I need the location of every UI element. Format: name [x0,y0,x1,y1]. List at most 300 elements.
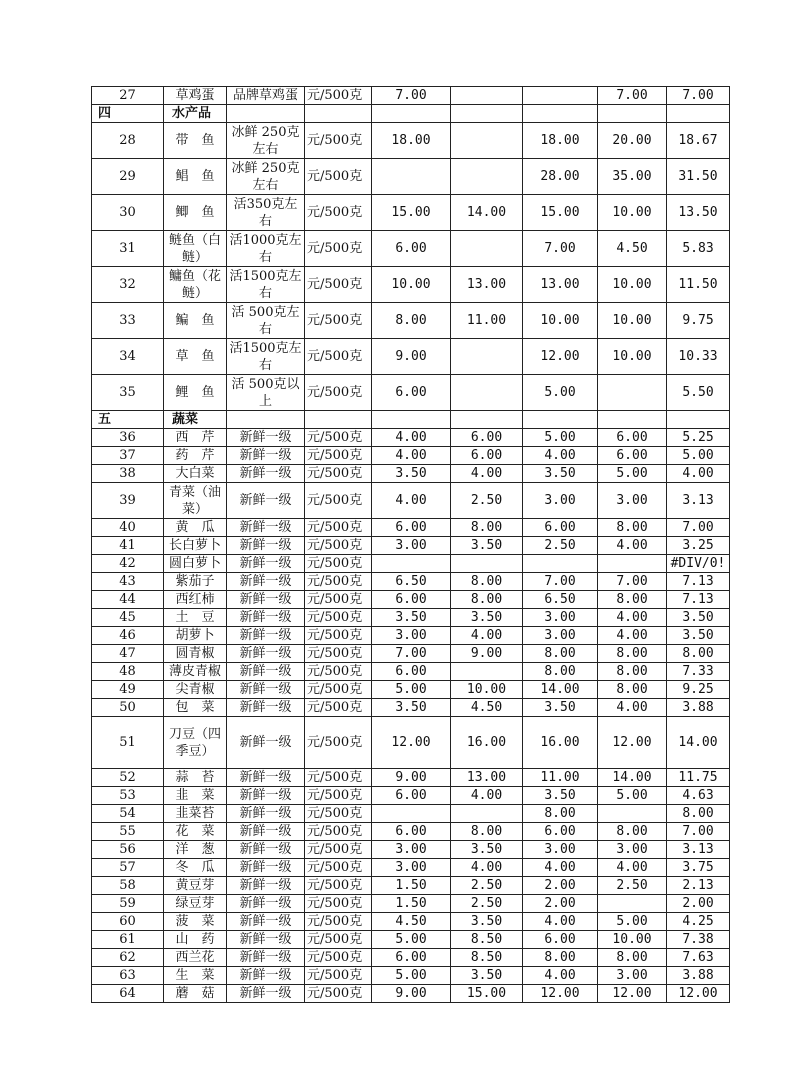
price-1: 4.50 [372,913,451,931]
row-number: 64 [92,985,164,1003]
item-unit: 元/500克 [305,195,372,231]
price-3: 14.00 [523,681,598,699]
table-row [92,231,730,267]
table-row [92,609,730,627]
empty-cell [305,411,372,429]
item-name: 菠 菜 [164,913,227,931]
price-1: 1.50 [372,877,451,895]
price-1: 5.00 [372,931,451,949]
price-3: 5.00 [523,429,598,447]
row-number: 46 [92,627,164,645]
item-unit: 元/500克 [305,429,372,447]
price-average: 3.50 [667,627,730,645]
price-average: 7.13 [667,591,730,609]
row-number: 27 [92,87,164,105]
price-4 [598,805,667,823]
price-3: 2.50 [523,537,598,555]
item-name: 青菜（油菜） [164,483,227,519]
item-unit: 元/500克 [305,465,372,483]
price-3: 28.00 [523,159,598,195]
row-number: 55 [92,823,164,841]
item-spec: 新鲜一级 [227,681,305,699]
item-unit: 元/500克 [305,231,372,267]
price-1: 9.00 [372,985,451,1003]
price-3: 8.00 [523,805,598,823]
row-number: 60 [92,913,164,931]
item-unit: 元/500克 [305,375,372,411]
row-number: 38 [92,465,164,483]
price-4: 14.00 [598,769,667,787]
item-name: 大白菜 [164,465,227,483]
item-unit: 元/500克 [305,913,372,931]
item-spec: 新鲜一级 [227,841,305,859]
table-row [92,465,730,483]
table-row [92,339,730,375]
price-4: 8.00 [598,949,667,967]
price-1: 3.00 [372,627,451,645]
price-4: 10.00 [598,303,667,339]
table-row [92,895,730,913]
price-2: 11.00 [451,303,523,339]
item-spec: 新鲜一级 [227,573,305,591]
empty-cell [227,105,305,123]
price-4: 4.00 [598,609,667,627]
table-row [92,931,730,949]
section-number: 五 [92,411,164,429]
row-number: 31 [92,231,164,267]
empty-cell [523,411,598,429]
price-2: 2.50 [451,877,523,895]
item-name: 鳙鱼（花鲢） [164,267,227,303]
price-4: 8.00 [598,591,667,609]
price-average: 8.00 [667,645,730,663]
item-spec: 新鲜一级 [227,609,305,627]
price-2: 4.50 [451,699,523,717]
price-4: 3.00 [598,841,667,859]
item-spec: 活1000克左右 [227,231,305,267]
price-1 [372,159,451,195]
item-name: 刀豆（四季豆） [164,717,227,769]
item-spec: 新鲜一级 [227,787,305,805]
price-average: #DIV/0! [667,555,730,573]
item-unit: 元/500克 [305,123,372,159]
row-number: 37 [92,447,164,465]
price-1: 9.00 [372,339,451,375]
price-3: 10.00 [523,303,598,339]
item-spec: 活350克左右 [227,195,305,231]
row-number: 59 [92,895,164,913]
table-row [92,483,730,519]
item-spec: 新鲜一级 [227,591,305,609]
item-unit: 元/500克 [305,87,372,105]
price-4: 3.00 [598,483,667,519]
table-row [92,699,730,717]
table-row [92,591,730,609]
price-average: 5.83 [667,231,730,267]
price-4: 8.00 [598,519,667,537]
price-2 [451,375,523,411]
price-2: 8.00 [451,573,523,591]
price-4: 10.00 [598,195,667,231]
price-4: 8.00 [598,681,667,699]
price-average: 2.00 [667,895,730,913]
item-spec: 新鲜一级 [227,895,305,913]
price-1: 4.00 [372,483,451,519]
row-number: 29 [92,159,164,195]
price-1: 6.50 [372,573,451,591]
row-number: 49 [92,681,164,699]
price-3: 7.00 [523,573,598,591]
row-number: 41 [92,537,164,555]
empty-cell [451,411,523,429]
price-2: 8.00 [451,823,523,841]
price-1: 15.00 [372,195,451,231]
price-4: 2.50 [598,877,667,895]
price-1: 6.00 [372,375,451,411]
table-row [92,429,730,447]
item-unit: 元/500克 [305,717,372,769]
price-2: 14.00 [451,195,523,231]
table-row [92,769,730,787]
item-name: 蒜 苔 [164,769,227,787]
price-1 [372,555,451,573]
row-number: 50 [92,699,164,717]
table-row [92,913,730,931]
price-1: 3.00 [372,859,451,877]
price-2: 6.00 [451,447,523,465]
price-4: 7.00 [598,573,667,591]
item-unit: 元/500克 [305,573,372,591]
empty-cell [305,105,372,123]
item-spec: 新鲜一级 [227,429,305,447]
price-2 [451,555,523,573]
price-4 [598,375,667,411]
item-unit: 元/500克 [305,805,372,823]
empty-cell [667,105,730,123]
price-average: 14.00 [667,717,730,769]
price-1: 12.00 [372,717,451,769]
price-3: 2.00 [523,895,598,913]
price-average: 4.00 [667,465,730,483]
price-average: 4.25 [667,913,730,931]
price-average: 9.25 [667,681,730,699]
price-3 [523,555,598,573]
item-spec: 新鲜一级 [227,663,305,681]
item-unit: 元/500克 [305,895,372,913]
table-row [92,645,730,663]
price-2 [451,339,523,375]
price-1: 3.50 [372,465,451,483]
table-row [92,627,730,645]
price-3: 2.00 [523,877,598,895]
price-1: 7.00 [372,87,451,105]
item-unit: 元/500克 [305,877,372,895]
item-name: 洋 葱 [164,841,227,859]
item-unit: 元/500克 [305,699,372,717]
table-row [92,519,730,537]
item-name: 韭 菜 [164,787,227,805]
item-name: 山 药 [164,931,227,949]
price-1 [372,805,451,823]
table-row [92,375,730,411]
price-3: 11.00 [523,769,598,787]
price-1: 6.00 [372,823,451,841]
price-average: 31.50 [667,159,730,195]
empty-cell [598,105,667,123]
price-3: 6.00 [523,519,598,537]
price-4: 3.00 [598,967,667,985]
price-1: 8.00 [372,303,451,339]
price-3: 6.00 [523,823,598,841]
item-name: 冬 瓜 [164,859,227,877]
item-name: 绿豆芽 [164,895,227,913]
empty-cell [667,411,730,429]
item-spec: 新鲜一级 [227,769,305,787]
empty-cell [598,411,667,429]
item-spec: 新鲜一级 [227,931,305,949]
item-unit: 元/500克 [305,645,372,663]
price-3: 5.00 [523,375,598,411]
price-2: 13.00 [451,769,523,787]
empty-cell [523,105,598,123]
section-title: 水产品 [164,105,227,123]
item-name: 紫茄子 [164,573,227,591]
price-1: 6.00 [372,519,451,537]
row-number: 43 [92,573,164,591]
price-3: 8.00 [523,645,598,663]
table-row [92,859,730,877]
row-number: 61 [92,931,164,949]
item-spec: 活 500克以上 [227,375,305,411]
price-1: 18.00 [372,123,451,159]
price-average: 3.75 [667,859,730,877]
price-3: 3.00 [523,609,598,627]
item-spec: 冰鲜 250克左右 [227,123,305,159]
price-4 [598,895,667,913]
price-4: 4.00 [598,537,667,555]
item-name: 西兰花 [164,949,227,967]
price-2: 3.50 [451,537,523,555]
price-3: 3.00 [523,841,598,859]
row-number: 34 [92,339,164,375]
price-average: 18.67 [667,123,730,159]
price-4: 4.00 [598,627,667,645]
row-number: 36 [92,429,164,447]
item-spec: 新鲜一级 [227,519,305,537]
price-2: 8.00 [451,519,523,537]
item-name: 药 芹 [164,447,227,465]
price-2: 13.00 [451,267,523,303]
item-unit: 元/500克 [305,159,372,195]
price-average: 3.88 [667,967,730,985]
item-name: 圆白萝卜 [164,555,227,573]
empty-cell [451,105,523,123]
table-row [92,159,730,195]
price-2: 16.00 [451,717,523,769]
item-name: 鲤 鱼 [164,375,227,411]
item-unit: 元/500克 [305,267,372,303]
price-3: 6.50 [523,591,598,609]
price-3: 18.00 [523,123,598,159]
price-1: 6.00 [372,591,451,609]
item-name: 黄 瓜 [164,519,227,537]
price-2: 3.50 [451,609,523,627]
price-average: 7.63 [667,949,730,967]
row-number: 51 [92,717,164,769]
item-name: 胡萝卜 [164,627,227,645]
item-unit: 元/500克 [305,537,372,555]
price-3: 15.00 [523,195,598,231]
row-number: 54 [92,805,164,823]
price-2 [451,663,523,681]
item-spec: 新鲜一级 [227,913,305,931]
item-spec: 新鲜一级 [227,465,305,483]
item-spec: 新鲜一级 [227,985,305,1003]
item-name: 土 豆 [164,609,227,627]
item-unit: 元/500克 [305,787,372,805]
item-unit: 元/500克 [305,681,372,699]
row-number: 63 [92,967,164,985]
price-3: 3.50 [523,787,598,805]
row-number: 44 [92,591,164,609]
price-4: 4.00 [598,699,667,717]
price-1: 6.00 [372,787,451,805]
row-number: 39 [92,483,164,519]
price-2: 2.50 [451,483,523,519]
item-spec: 新鲜一级 [227,717,305,769]
item-unit: 元/500克 [305,663,372,681]
price-2: 4.00 [451,787,523,805]
price-1: 10.00 [372,267,451,303]
price-average: 10.33 [667,339,730,375]
price-table [91,86,730,1003]
item-spec: 新鲜一级 [227,447,305,465]
row-number: 52 [92,769,164,787]
item-spec: 活1500克左右 [227,267,305,303]
price-4: 8.00 [598,823,667,841]
item-unit: 元/500克 [305,483,372,519]
price-2: 8.50 [451,949,523,967]
price-average: 7.13 [667,573,730,591]
item-spec: 品牌草鸡蛋 [227,87,305,105]
table-row [92,303,730,339]
price-average: 5.50 [667,375,730,411]
row-number: 35 [92,375,164,411]
row-number: 33 [92,303,164,339]
price-4: 10.00 [598,267,667,303]
item-spec: 新鲜一级 [227,859,305,877]
row-number: 56 [92,841,164,859]
item-name: 草鸡蛋 [164,87,227,105]
price-4: 8.00 [598,645,667,663]
item-spec: 新鲜一级 [227,877,305,895]
price-1: 3.00 [372,537,451,555]
table-row [92,195,730,231]
price-4: 8.00 [598,663,667,681]
price-2 [451,231,523,267]
price-3: 12.00 [523,985,598,1003]
price-4: 10.00 [598,339,667,375]
item-name: 西 芹 [164,429,227,447]
item-name: 西红柿 [164,591,227,609]
item-unit: 元/500克 [305,841,372,859]
empty-cell [227,411,305,429]
item-name: 鳊 鱼 [164,303,227,339]
item-name: 包 菜 [164,699,227,717]
price-1: 5.00 [372,681,451,699]
price-4: 35.00 [598,159,667,195]
item-spec: 新鲜一级 [227,483,305,519]
table-row [92,87,730,105]
item-spec: 新鲜一级 [227,805,305,823]
price-3: 3.00 [523,483,598,519]
table-row [92,267,730,303]
price-1: 1.50 [372,895,451,913]
price-average: 11.50 [667,267,730,303]
item-spec: 冰鲜 250克左右 [227,159,305,195]
price-1: 4.00 [372,447,451,465]
price-2: 8.00 [451,591,523,609]
price-average: 3.25 [667,537,730,555]
price-2 [451,805,523,823]
item-spec: 活 500克左右 [227,303,305,339]
row-number: 62 [92,949,164,967]
price-4: 20.00 [598,123,667,159]
item-unit: 元/500克 [305,591,372,609]
price-1: 3.50 [372,699,451,717]
row-number: 28 [92,123,164,159]
price-average: 7.00 [667,519,730,537]
price-average: 11.75 [667,769,730,787]
table-row [92,967,730,985]
table-row [92,537,730,555]
item-unit: 元/500克 [305,627,372,645]
row-number: 42 [92,555,164,573]
section-title: 蔬菜 [164,411,227,429]
price-1: 6.00 [372,663,451,681]
item-name: 圆青椒 [164,645,227,663]
price-4: 12.00 [598,985,667,1003]
price-4: 5.00 [598,787,667,805]
price-4: 5.00 [598,465,667,483]
table-row [92,841,730,859]
row-number: 45 [92,609,164,627]
price-2: 15.00 [451,985,523,1003]
item-name: 鲳 鱼 [164,159,227,195]
item-spec: 新鲜一级 [227,627,305,645]
row-number: 48 [92,663,164,681]
price-2: 8.50 [451,931,523,949]
price-2: 4.00 [451,465,523,483]
price-4: 4.00 [598,859,667,877]
price-2: 6.00 [451,429,523,447]
item-name: 带 鱼 [164,123,227,159]
price-3 [523,87,598,105]
price-average: 3.88 [667,699,730,717]
item-name: 黄豆芽 [164,877,227,895]
price-average: 3.50 [667,609,730,627]
section-row [92,105,730,123]
price-3: 6.00 [523,931,598,949]
item-name: 花 菜 [164,823,227,841]
section-row [92,411,730,429]
item-spec: 新鲜一级 [227,949,305,967]
price-average: 4.63 [667,787,730,805]
price-2: 9.00 [451,645,523,663]
price-average: 3.13 [667,483,730,519]
item-name: 鲫 鱼 [164,195,227,231]
item-unit: 元/500克 [305,985,372,1003]
